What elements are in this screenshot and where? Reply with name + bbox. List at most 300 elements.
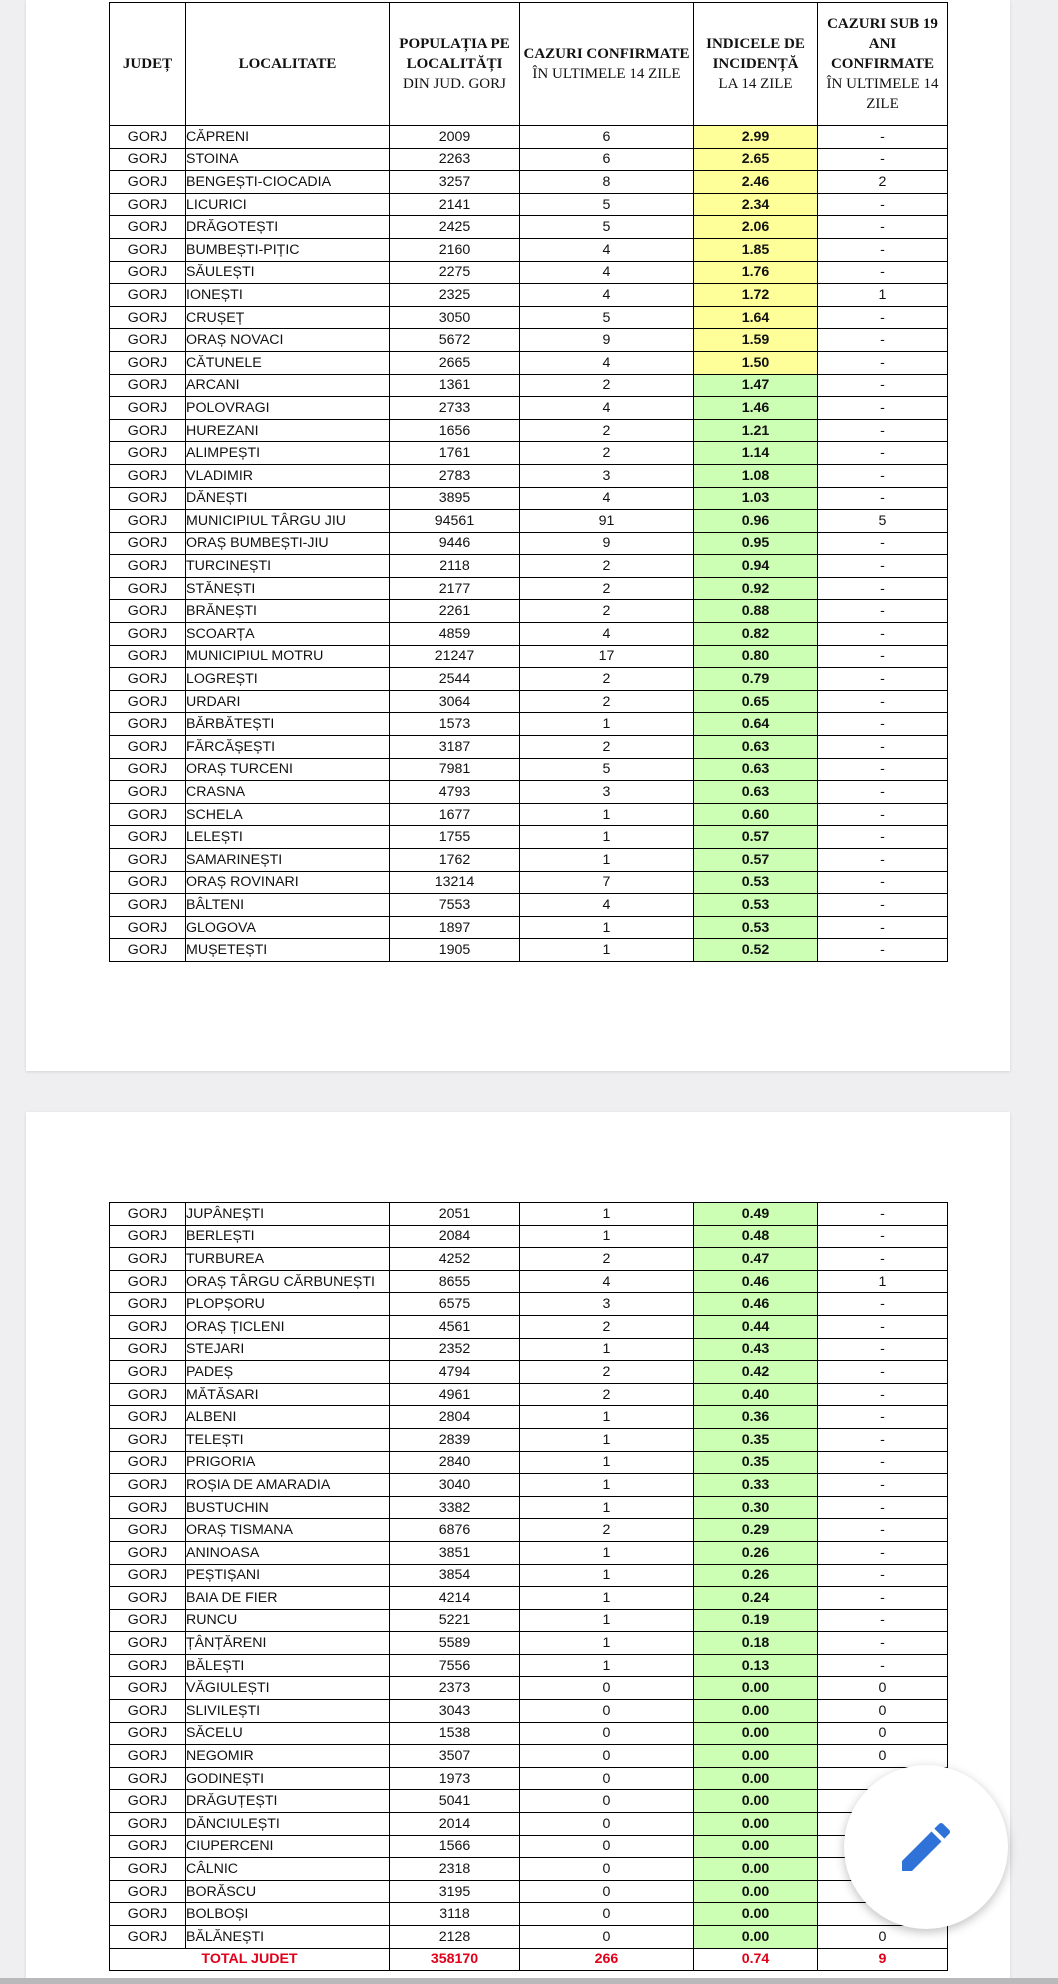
table-row	[110, 577, 948, 600]
total-row	[110, 1948, 948, 1971]
cell-populatie: 2261	[390, 600, 520, 623]
table-row	[110, 1790, 948, 1813]
cell-incidenta: 1.76	[694, 261, 818, 284]
cell-populatie: 1761	[390, 442, 520, 465]
cell-judet: GORJ	[110, 284, 186, 307]
cell-localitate: VLADIMIR	[186, 464, 390, 487]
cell-cazuri: 1	[520, 939, 694, 962]
cell-cazuri: 1	[520, 1338, 694, 1361]
cell-judet: GORJ	[110, 1903, 186, 1926]
cell-localitate: BAIA DE FIER	[186, 1587, 390, 1610]
cell-cazuri: 91	[520, 510, 694, 533]
cell-localitate: CĂTUNELE	[186, 351, 390, 374]
cell-sub19: -	[818, 487, 948, 510]
table-row	[110, 1406, 948, 1429]
cell-populatie: 2160	[390, 238, 520, 261]
cell-sub19: -	[818, 1519, 948, 1542]
cell-populatie: 3040	[390, 1474, 520, 1497]
cell-sub19: -	[818, 442, 948, 465]
cell-incidenta: 0.46	[694, 1293, 818, 1316]
cell-cazuri: 1	[520, 1587, 694, 1610]
cell-sub19: -	[818, 351, 948, 374]
cell-sub19: -	[818, 1587, 948, 1610]
cell-sub19: -	[818, 781, 948, 804]
cell-populatie: 4561	[390, 1315, 520, 1338]
cell-judet: GORJ	[110, 1496, 186, 1519]
table-row	[110, 1858, 948, 1881]
cell-incidenta: 0.29	[694, 1519, 818, 1542]
cell-localitate: SCOARȚA	[186, 623, 390, 646]
cell-judet: GORJ	[110, 713, 186, 736]
cell-judet: GORJ	[110, 781, 186, 804]
cell-sub19: -	[818, 1564, 948, 1587]
cell-sub19: -	[818, 939, 948, 962]
cell-judet: GORJ	[110, 148, 186, 171]
cell-judet: GORJ	[110, 464, 186, 487]
cell-cazuri: 1	[520, 1609, 694, 1632]
table-row	[110, 645, 948, 668]
table-row	[110, 1767, 948, 1790]
table-row	[110, 510, 948, 533]
cell-localitate: DRĂGOTEȘTI	[186, 216, 390, 239]
cell-incidenta: 1.14	[694, 442, 818, 465]
cell-localitate: PLOPȘORU	[186, 1293, 390, 1316]
cell-populatie: 2275	[390, 261, 520, 284]
table-row	[110, 1564, 948, 1587]
cell-sub19: -	[818, 1654, 948, 1677]
cell-populatie: 1538	[390, 1722, 520, 1745]
cell-cazuri: 0	[520, 1745, 694, 1768]
cell-incidenta: 0.48	[694, 1225, 818, 1248]
cell-cazuri: 4	[520, 1270, 694, 1293]
cell-incidenta: 0.46	[694, 1270, 818, 1293]
table-row	[110, 849, 948, 872]
cell-localitate: LOGREȘTI	[186, 668, 390, 691]
table-row	[110, 1541, 948, 1564]
cell-localitate: BĂRBĂTEȘTI	[186, 713, 390, 736]
cell-judet: GORJ	[110, 1203, 186, 1226]
cell-populatie: 1573	[390, 713, 520, 736]
cell-judet: GORJ	[110, 1677, 186, 1700]
cell-cazuri: 6	[520, 148, 694, 171]
cell-judet: GORJ	[110, 126, 186, 149]
cell-populatie: 2128	[390, 1926, 520, 1949]
cell-populatie: 7981	[390, 758, 520, 781]
cell-cazuri: 1	[520, 1496, 694, 1519]
cell-cazuri: 1	[520, 1428, 694, 1451]
cell-localitate: PRIGORIA	[186, 1451, 390, 1474]
table-row	[110, 1745, 948, 1768]
cell-judet: GORJ	[110, 849, 186, 872]
cell-populatie: 21247	[390, 645, 520, 668]
cell-judet: GORJ	[110, 1293, 186, 1316]
table-body-page-2	[110, 1203, 948, 1949]
cell-incidenta: 0.88	[694, 600, 818, 623]
cell-judet: GORJ	[110, 1790, 186, 1813]
cell-sub19: -	[818, 329, 948, 352]
cell-localitate: ALIMPEȘTI	[186, 442, 390, 465]
table-row	[110, 1903, 948, 1926]
cell-localitate: PADEȘ	[186, 1361, 390, 1384]
cell-judet: GORJ	[110, 668, 186, 691]
table-row	[110, 374, 948, 397]
cell-populatie: 2118	[390, 555, 520, 578]
cell-judet: GORJ	[110, 1564, 186, 1587]
cell-cazuri: 5	[520, 758, 694, 781]
cell-populatie: 2318	[390, 1858, 520, 1881]
cell-incidenta: 0.00	[694, 1745, 818, 1768]
cell-sub19: -	[818, 916, 948, 939]
edit-fab-button[interactable]	[844, 1765, 1008, 1929]
cell-cazuri: 4	[520, 261, 694, 284]
table-row	[110, 464, 948, 487]
cell-populatie: 2263	[390, 148, 520, 171]
cell-sub19: 1	[818, 284, 948, 307]
cell-incidenta: 1.72	[694, 284, 818, 307]
cell-judet: GORJ	[110, 623, 186, 646]
table-row	[110, 916, 948, 939]
cell-incidenta: 0.63	[694, 758, 818, 781]
cell-cazuri: 1	[520, 1564, 694, 1587]
cell-incidenta: 0.80	[694, 645, 818, 668]
cell-populatie: 5041	[390, 1790, 520, 1813]
cell-incidenta: 0.00	[694, 1858, 818, 1881]
cell-sub19: -	[818, 306, 948, 329]
cell-judet: GORJ	[110, 306, 186, 329]
total-sub19: 9	[818, 1948, 948, 1971]
cell-sub19: -	[818, 894, 948, 917]
cell-incidenta: 0.57	[694, 826, 818, 849]
cell-sub19: -	[818, 736, 948, 759]
cell-populatie: 2665	[390, 351, 520, 374]
cell-localitate: CRASNA	[186, 781, 390, 804]
cell-populatie: 8655	[390, 1270, 520, 1293]
cell-localitate: BOLBOȘI	[186, 1903, 390, 1926]
cell-populatie: 2733	[390, 397, 520, 420]
cell-judet: GORJ	[110, 1587, 186, 1610]
cell-incidenta: 0.00	[694, 1813, 818, 1836]
document-page-1	[26, 0, 1010, 1071]
cell-populatie: 13214	[390, 871, 520, 894]
cell-judet: GORJ	[110, 374, 186, 397]
cell-incidenta: 0.57	[694, 849, 818, 872]
table-row	[110, 1451, 948, 1474]
cell-cazuri: 2	[520, 577, 694, 600]
cell-incidenta: 0.65	[694, 690, 818, 713]
cell-populatie: 3257	[390, 171, 520, 194]
cell-cazuri: 0	[520, 1858, 694, 1881]
cell-cazuri: 4	[520, 487, 694, 510]
cell-incidenta: 2.46	[694, 171, 818, 194]
cell-localitate: NEGOMIR	[186, 1745, 390, 1768]
cell-judet: GORJ	[110, 1745, 186, 1768]
cell-localitate: SĂCELU	[186, 1722, 390, 1745]
cell-populatie: 1762	[390, 849, 520, 872]
cell-localitate: CĂPRENI	[186, 126, 390, 149]
cell-sub19: 0	[818, 1722, 948, 1745]
cell-cazuri: 2	[520, 374, 694, 397]
cell-localitate: DRĂGUȚEȘTI	[186, 1790, 390, 1813]
cell-incidenta: 0.24	[694, 1587, 818, 1610]
cell-cazuri: 2	[520, 600, 694, 623]
cell-judet: GORJ	[110, 1383, 186, 1406]
cell-judet: GORJ	[110, 600, 186, 623]
cell-judet: GORJ	[110, 1474, 186, 1497]
cell-localitate: BUSTUCHIN	[186, 1496, 390, 1519]
cell-judet: GORJ	[110, 329, 186, 352]
cell-cazuri: 0	[520, 1880, 694, 1903]
cell-sub19: -	[818, 1609, 948, 1632]
cell-sub19: 0	[818, 1745, 948, 1768]
cell-sub19: -	[818, 419, 948, 442]
cell-populatie: 2544	[390, 668, 520, 691]
cell-populatie: 2783	[390, 464, 520, 487]
cell-cazuri: 17	[520, 645, 694, 668]
cell-judet: GORJ	[110, 1519, 186, 1542]
cell-populatie: 2177	[390, 577, 520, 600]
table-row	[110, 939, 948, 962]
cell-incidenta: 0.63	[694, 781, 818, 804]
table-row	[110, 1926, 948, 1949]
cell-judet: GORJ	[110, 758, 186, 781]
cell-incidenta: 0.19	[694, 1609, 818, 1632]
cell-localitate: ANINOASA	[186, 1541, 390, 1564]
cell-judet: GORJ	[110, 532, 186, 555]
cell-populatie: 7553	[390, 894, 520, 917]
cell-localitate: BĂLEȘTI	[186, 1654, 390, 1677]
cell-populatie: 3064	[390, 690, 520, 713]
cell-incidenta: 0.36	[694, 1406, 818, 1429]
cell-populatie: 2009	[390, 126, 520, 149]
cell-sub19: -	[818, 668, 948, 691]
cell-localitate: CRUȘEȚ	[186, 306, 390, 329]
table-row	[110, 1293, 948, 1316]
table-row	[110, 1722, 948, 1745]
cell-incidenta: 1.08	[694, 464, 818, 487]
cell-incidenta: 2.34	[694, 193, 818, 216]
cell-cazuri: 9	[520, 532, 694, 555]
cell-cazuri: 1	[520, 803, 694, 826]
cell-populatie: 4214	[390, 1587, 520, 1610]
table-row	[110, 1270, 948, 1293]
cell-incidenta: 0.60	[694, 803, 818, 826]
table-row	[110, 442, 948, 465]
cell-populatie: 2804	[390, 1406, 520, 1429]
cell-incidenta: 0.64	[694, 713, 818, 736]
cell-sub19: -	[818, 374, 948, 397]
cell-sub19: -	[818, 464, 948, 487]
cell-cazuri: 2	[520, 1248, 694, 1271]
cell-populatie: 2839	[390, 1428, 520, 1451]
pencil-edit-icon	[894, 1815, 958, 1879]
cell-incidenta: 0.00	[694, 1926, 818, 1949]
cell-localitate: BENGEȘTI-CIOCADIA	[186, 171, 390, 194]
cell-judet: GORJ	[110, 1428, 186, 1451]
table-row	[110, 238, 948, 261]
table-row	[110, 1609, 948, 1632]
cell-judet: GORJ	[110, 351, 186, 374]
cell-sub19: -	[818, 1632, 948, 1655]
cell-cazuri: 7	[520, 871, 694, 894]
cell-localitate: BUMBEȘTI-PIȚIC	[186, 238, 390, 261]
table-row	[110, 1248, 948, 1271]
cell-cazuri: 1	[520, 849, 694, 872]
cell-judet: GORJ	[110, 1813, 186, 1836]
cell-sub19: -	[818, 690, 948, 713]
cell-incidenta: 1.47	[694, 374, 818, 397]
cell-judet: GORJ	[110, 1338, 186, 1361]
cell-populatie: 3050	[390, 306, 520, 329]
cell-localitate: SAMARINEȘTI	[186, 849, 390, 872]
cell-sub19: -	[818, 1361, 948, 1384]
table-row	[110, 600, 948, 623]
total-label: TOTAL JUDET	[110, 1948, 390, 1971]
cell-incidenta: 0.92	[694, 577, 818, 600]
cell-incidenta: 0.53	[694, 894, 818, 917]
cell-judet: GORJ	[110, 442, 186, 465]
cell-cazuri: 4	[520, 351, 694, 374]
cell-localitate: ORAȘ ROVINARI	[186, 871, 390, 894]
cell-cazuri: 4	[520, 623, 694, 646]
cell-localitate: STEJARI	[186, 1338, 390, 1361]
cell-incidenta: 0.18	[694, 1632, 818, 1655]
cell-sub19: -	[818, 1293, 948, 1316]
cell-populatie: 1566	[390, 1835, 520, 1858]
header-indice: INDICELE DE INCIDENȚĂ LA 14 ZILE	[694, 3, 818, 126]
cell-localitate: ALBENI	[186, 1406, 390, 1429]
cell-incidenta: 0.00	[694, 1903, 818, 1926]
cell-cazuri: 0	[520, 1790, 694, 1813]
table-row	[110, 1225, 948, 1248]
cell-populatie: 2141	[390, 193, 520, 216]
cell-localitate: HUREZANI	[186, 419, 390, 442]
cell-cazuri: 0	[520, 1767, 694, 1790]
cell-sub19: -	[818, 645, 948, 668]
cell-incidenta: 0.35	[694, 1451, 818, 1474]
cell-sub19: -	[818, 1248, 948, 1271]
cell-cazuri: 1	[520, 1406, 694, 1429]
cell-incidenta: 2.06	[694, 216, 818, 239]
cell-cazuri: 1	[520, 1474, 694, 1497]
cell-cazuri: 4	[520, 238, 694, 261]
cell-localitate: BÂLTENI	[186, 894, 390, 917]
table-row	[110, 487, 948, 510]
cell-judet: GORJ	[110, 690, 186, 713]
cell-judet: GORJ	[110, 1315, 186, 1338]
cell-incidenta: 0.53	[694, 871, 818, 894]
cell-incidenta: 0.40	[694, 1383, 818, 1406]
cell-incidenta: 1.03	[694, 487, 818, 510]
cell-cazuri: 6	[520, 126, 694, 149]
cell-localitate: CÂLNIC	[186, 1858, 390, 1881]
cell-populatie: 3895	[390, 487, 520, 510]
cell-cazuri: 1	[520, 713, 694, 736]
table-row	[110, 1835, 948, 1858]
table-row	[110, 1474, 948, 1497]
header-judet: JUDEȚ	[110, 3, 186, 126]
cell-judet: GORJ	[110, 487, 186, 510]
cell-cazuri: 2	[520, 442, 694, 465]
cell-judet: GORJ	[110, 916, 186, 939]
total-populatie: 358170	[390, 1948, 520, 1971]
cell-incidenta: 2.99	[694, 126, 818, 149]
header-cazuri: CAZURI CONFIRMATE ÎN ULTIMELE 14 ZILE	[520, 3, 694, 126]
cell-populatie: 2373	[390, 1677, 520, 1700]
cell-cazuri: 3	[520, 1293, 694, 1316]
cell-incidenta: 1.46	[694, 397, 818, 420]
cell-populatie: 2084	[390, 1225, 520, 1248]
cell-sub19: 5	[818, 510, 948, 533]
cell-populatie: 1361	[390, 374, 520, 397]
cell-judet: GORJ	[110, 1270, 186, 1293]
cell-populatie: 3187	[390, 736, 520, 759]
cell-populatie: 6876	[390, 1519, 520, 1542]
cell-incidenta: 0.96	[694, 510, 818, 533]
cell-cazuri: 4	[520, 284, 694, 307]
cell-judet: GORJ	[110, 555, 186, 578]
cell-populatie: 3195	[390, 1880, 520, 1903]
cell-judet: GORJ	[110, 577, 186, 600]
table-row	[110, 871, 948, 894]
cell-incidenta: 1.59	[694, 329, 818, 352]
table-row	[110, 306, 948, 329]
cell-cazuri: 2	[520, 1361, 694, 1384]
cell-localitate: GLOGOVA	[186, 916, 390, 939]
cell-populatie: 3043	[390, 1700, 520, 1723]
cell-sub19: -	[818, 555, 948, 578]
table-row	[110, 126, 948, 149]
cell-incidenta: 0.00	[694, 1835, 818, 1858]
header-sub19: CAZURI SUB 19 ANI CONFIRMATE ÎN ULTIMELE 14 ZILE	[818, 3, 948, 126]
cell-incidenta: 0.44	[694, 1315, 818, 1338]
table-row	[110, 1496, 948, 1519]
cell-judet: GORJ	[110, 894, 186, 917]
cell-cazuri: 2	[520, 555, 694, 578]
table-header-row	[110, 3, 948, 126]
cell-sub19: -	[818, 1203, 948, 1226]
cell-populatie: 3118	[390, 1903, 520, 1926]
table-row	[110, 419, 948, 442]
cell-incidenta: 0.95	[694, 532, 818, 555]
cell-populatie: 94561	[390, 510, 520, 533]
table-row	[110, 193, 948, 216]
table-row	[110, 216, 948, 239]
cell-populatie: 1973	[390, 1767, 520, 1790]
cell-localitate: PEȘTIȘANI	[186, 1564, 390, 1587]
cell-incidenta: 0.00	[694, 1700, 818, 1723]
total-incidenta: 0.74	[694, 1948, 818, 1971]
cell-judet: GORJ	[110, 871, 186, 894]
cell-localitate: BERLEȘTI	[186, 1225, 390, 1248]
cell-sub19: 0	[818, 1677, 948, 1700]
cell-judet: GORJ	[110, 510, 186, 533]
cell-populatie: 6575	[390, 1293, 520, 1316]
cell-sub19: -	[818, 532, 948, 555]
table-row	[110, 1700, 948, 1723]
cell-judet: GORJ	[110, 193, 186, 216]
table-row	[110, 351, 948, 374]
cell-cazuri: 2	[520, 1383, 694, 1406]
cell-judet: GORJ	[110, 1609, 186, 1632]
cell-sub19: -	[818, 826, 948, 849]
cell-judet: GORJ	[110, 736, 186, 759]
cell-localitate: FĂRCĂȘEȘTI	[186, 736, 390, 759]
cell-populatie: 5672	[390, 329, 520, 352]
cell-incidenta: 0.00	[694, 1767, 818, 1790]
header-localitate: LOCALITATE	[186, 3, 390, 126]
cell-cazuri: 0	[520, 1700, 694, 1723]
table-row	[110, 894, 948, 917]
